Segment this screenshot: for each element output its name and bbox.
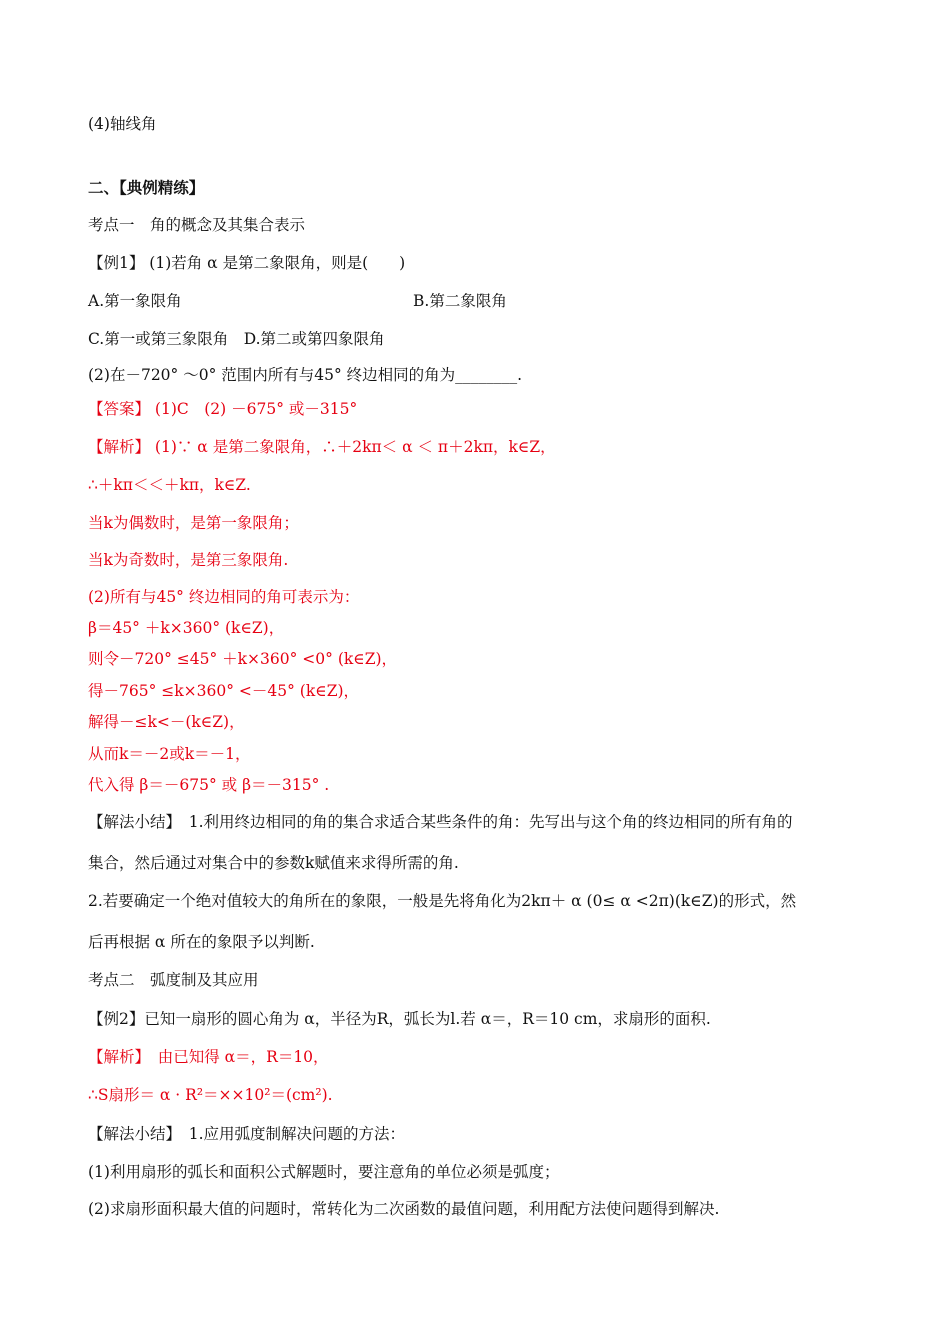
option-b: B.第二象限角 [413,292,507,310]
example-question: 【例1】 (1)若角 α 是第二象限角，则是( ) [88,254,406,272]
solution-line: 则令－720° ≤45° ＋k×360° <0° (k∈Z)， [88,650,398,668]
text-line: (1)利用扇形的弧长和面积公式解题时，要注意角的单位必须是弧度； [88,1163,560,1181]
topic-heading: 考点二 弧度制及其应用 [88,971,259,989]
solution-line: 解得－≤k<－(k∈Z)， [88,713,245,731]
solution-line: 当k为偶数时，是第一象限角； [88,514,299,532]
solution-line: (2)所有与45° 终边相同的角可表示为： [88,588,360,606]
solution-line: ∴＋kπ＜＜＋kπ，k∈Z. [88,476,251,494]
method-summary: 【解法小结】 1.利用终边相同的角的集合求适合某些条件的角：先写出与这个角的终边相同的所有角的 [88,813,793,831]
solution-line: 当k为奇数时，是第三象限角. [88,551,289,569]
option-cd: C.第一或第三象限角 D.第二或第四象限角 [88,330,385,348]
solution-line: 得－765° ≤k×360° <－45° (k∈Z)， [88,682,360,700]
example-question: 【例2】已知一扇形的圆心角为 α，半径为R，弧长为l.若 α＝，R＝10 cm，求扇形的面积. [88,1010,711,1028]
section-heading: 二、【典例精练】 [88,178,205,197]
text-line: (2)求扇形面积最大值的问题时，常转化为二次函数的最值问题，利用配方法使问题得到解决. [88,1200,720,1218]
solution-line: 【解析】 (1)∵ α 是第二象限角，∴＋2kπ＜ α ＜ π＋2kπ，k∈Z， [88,438,556,456]
example-question: (2)在－720° ～0° 范围内所有与45° 终边相同的角为________. [88,366,523,384]
text-line: 集合，然后通过对集合中的参数k赋值来求得所需的角. [88,854,459,872]
answer-line: 【答案】 (1)C (2) －675° 或－315° [88,400,358,418]
solution-line: ∴S扇形＝ α · R²＝××10²＝(cm²). [88,1086,333,1104]
solution-line: 代入得 β＝－675° 或 β＝－315° . [88,776,330,794]
text-line: 2.若要确定一个绝对值较大的角所在的象限，一般是先将角化为2kπ＋ α (0≤ α <2π)(k∈Z)的形式，然 [88,892,797,910]
solution-line: β＝45° ＋k×360° (k∈Z)， [88,619,285,637]
topic-heading: 考点一 角的概念及其集合表示 [88,216,306,234]
method-summary: 【解法小结】 1.应用弧度制解决问题的方法： [88,1125,406,1143]
option-a: A.第一象限角 [88,292,182,310]
solution-line: 【解析】 由已知得 α＝，R＝10， [88,1048,329,1066]
text-line: 后再根据 α 所在的象限予以判断. [88,933,315,951]
solution-line: 从而k＝－2或k＝－1， [88,745,251,763]
text-line: (4)轴线角 [88,115,157,133]
